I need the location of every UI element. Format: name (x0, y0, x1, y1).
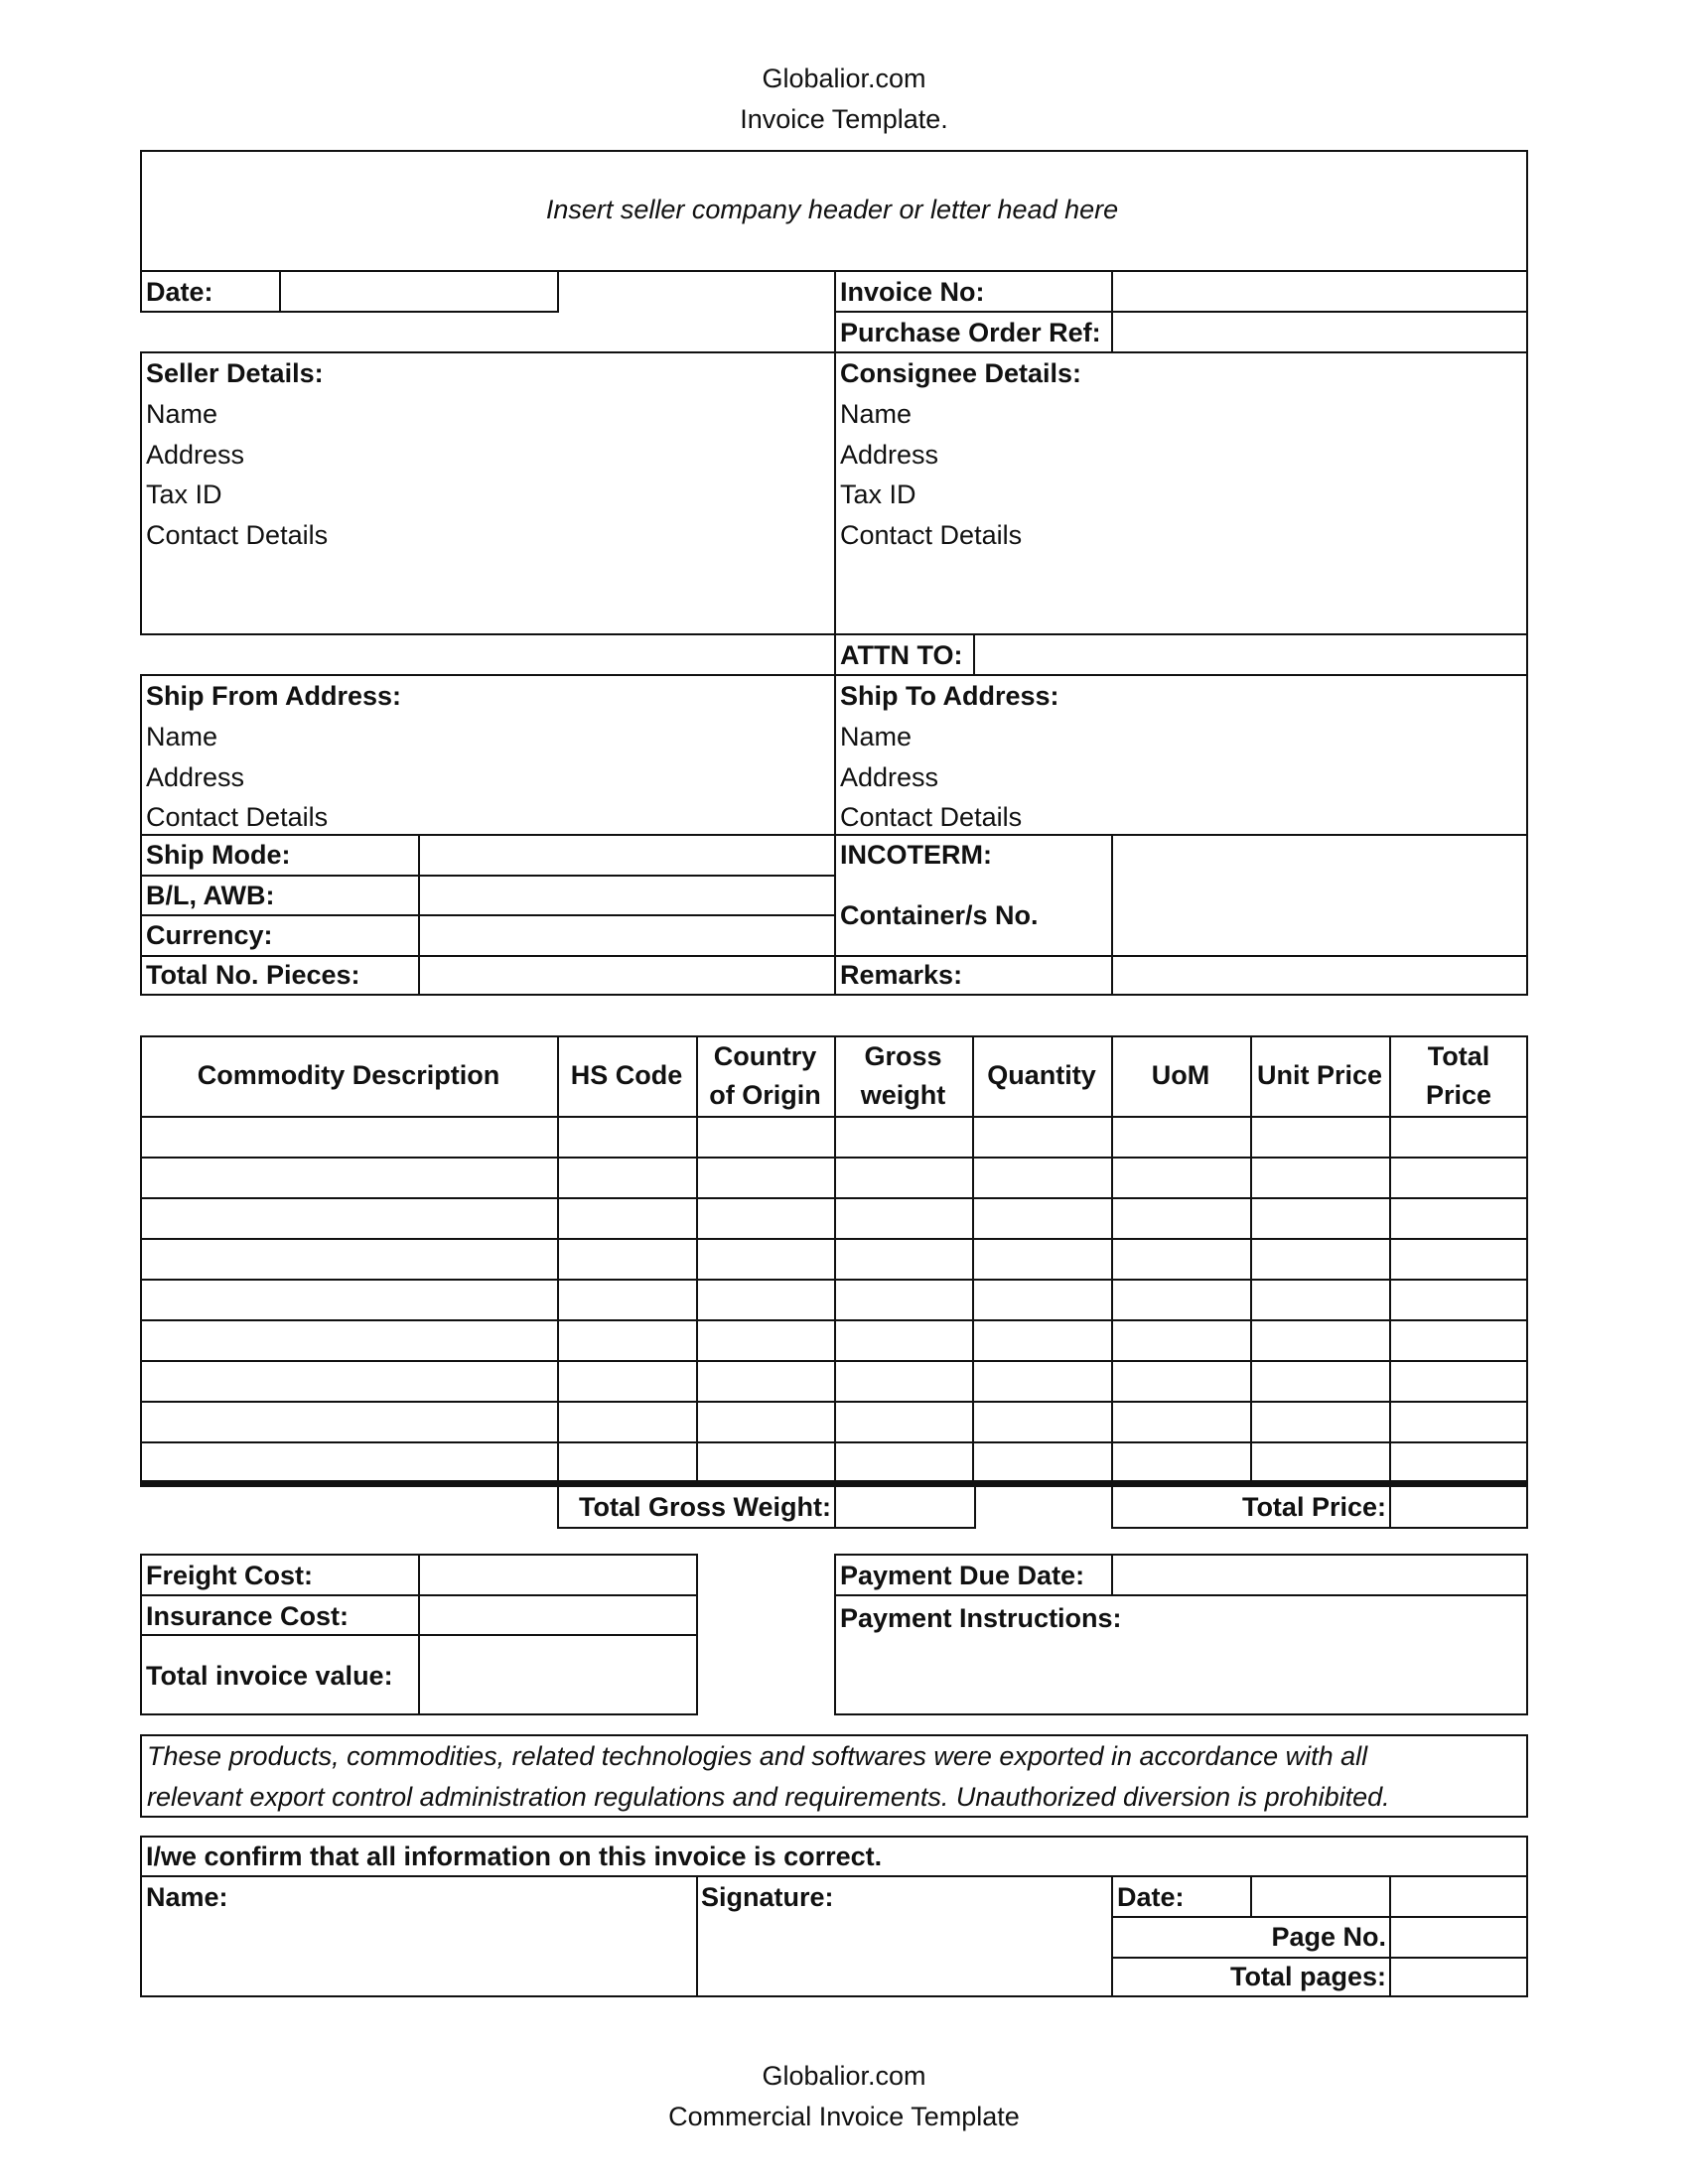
table-row (140, 1157, 1528, 1197)
ship-mode-label: Ship Mode: (146, 840, 291, 870)
column-header (557, 1035, 696, 1116)
table-cell[interactable] (559, 1362, 696, 1401)
signature-label: Signature: (701, 1882, 834, 1912)
ship-to-address[interactable] (836, 676, 1527, 833)
total-gross-weight-field[interactable] (836, 1487, 974, 1527)
bl-awb-field[interactable] (420, 877, 833, 914)
table-cell[interactable] (1113, 1281, 1250, 1319)
table-cell[interactable] (974, 1403, 1111, 1441)
column-header-line-1: Unit Price (1256, 1060, 1383, 1090)
table-cell[interactable] (836, 1118, 972, 1157)
incoterm-label: INCOTERM: (840, 840, 992, 870)
column-header (696, 1035, 834, 1116)
table-cell[interactable] (698, 1281, 834, 1319)
column-header (972, 1035, 1111, 1116)
table-cell[interactable] (1391, 1321, 1528, 1360)
table-cell[interactable] (836, 1199, 972, 1238)
table-cell[interactable] (1252, 1281, 1389, 1319)
column-header-line-1: Commodity Description (197, 1060, 500, 1090)
currency-field[interactable] (420, 916, 833, 954)
table-cell[interactable] (836, 1443, 972, 1482)
date-label: Date: (146, 277, 213, 307)
header-title: Invoice Template. (740, 104, 948, 134)
consignee-tax-id: Tax ID (840, 479, 916, 509)
column-header (1389, 1035, 1528, 1116)
table-cell[interactable] (698, 1362, 834, 1401)
table-cell[interactable] (1391, 1403, 1528, 1441)
table-cell[interactable] (1391, 1159, 1528, 1197)
seller-contact: Contact Details (146, 520, 329, 550)
table-cell[interactable] (1252, 1403, 1389, 1441)
table-cell[interactable] (142, 1159, 557, 1197)
signature-field[interactable] (698, 1917, 1109, 1995)
table-row (140, 1238, 1528, 1279)
remarks-field[interactable] (1113, 957, 1526, 995)
po-ref-field[interactable] (1113, 313, 1526, 351)
table-row (140, 1441, 1528, 1482)
column-header-line-2: weight (860, 1079, 946, 1110)
table-cell[interactable] (974, 1199, 1111, 1238)
table-cell[interactable] (698, 1443, 834, 1482)
consignee-address: Address (840, 440, 939, 470)
date-field[interactable] (281, 272, 557, 311)
table-cell[interactable] (1252, 1159, 1389, 1197)
table-cell[interactable] (142, 1199, 557, 1238)
container-field[interactable] (1113, 877, 1526, 954)
column-header-line-1: Gross (864, 1040, 942, 1071)
items-table (140, 1035, 1528, 1487)
table-cell[interactable] (836, 1403, 972, 1441)
table-cell[interactable] (142, 1362, 557, 1401)
attn-field[interactable] (975, 635, 1526, 674)
ship-to-address-line: Address (840, 762, 939, 792)
total-invoice-value-label: Total invoice value: (146, 1661, 393, 1691)
payment-due-date-field[interactable] (1113, 1556, 1526, 1594)
table-cell[interactable] (974, 1281, 1111, 1319)
table-cell[interactable] (974, 1321, 1111, 1360)
disclaimer-line-1: These products, commodities, related technologies and softwares were exported in accordance with all (147, 1741, 1368, 1771)
table-row (140, 1401, 1528, 1441)
table-cell[interactable] (836, 1321, 972, 1360)
table-cell[interactable] (1113, 1118, 1250, 1157)
ship-mode-field[interactable] (420, 836, 833, 874)
bl-awb-label: B/L, AWB: (146, 881, 275, 910)
ship-from-title: Ship From Address: (146, 681, 402, 711)
seller-details[interactable] (140, 353, 833, 633)
column-header-line-1: Country (713, 1040, 817, 1071)
column-header (140, 1035, 557, 1116)
confirm-name-label: Name: (146, 1882, 228, 1912)
consignee-name: Name (840, 399, 913, 429)
total-pieces-field[interactable] (420, 957, 833, 995)
attn-label: ATTN TO: (840, 640, 963, 670)
seller-address: Address (146, 440, 245, 470)
column-header (1250, 1035, 1389, 1116)
total-price-label: Total Price: (1241, 1492, 1386, 1522)
seller-tax-id: Tax ID (146, 479, 222, 509)
ship-to-title: Ship To Address: (840, 681, 1059, 711)
table-cell[interactable] (1391, 1281, 1528, 1319)
table-cell[interactable] (1391, 1240, 1528, 1279)
ship-to-name: Name (840, 722, 913, 751)
table-row (140, 1319, 1528, 1360)
table-cell[interactable] (142, 1281, 557, 1319)
freight-cost-label: Freight Cost: (146, 1561, 313, 1590)
incoterm-field[interactable] (1113, 836, 1526, 874)
table-cell[interactable] (974, 1240, 1111, 1279)
table-cell[interactable] (698, 1199, 834, 1238)
payment-instructions-label: Payment Instructions: (840, 1603, 1122, 1633)
freight-cost-field[interactable] (420, 1556, 696, 1594)
table-cell[interactable] (1113, 1321, 1250, 1360)
table-cell[interactable] (559, 1159, 696, 1197)
total-price-field[interactable] (1391, 1487, 1526, 1527)
confirm-name-field[interactable] (142, 1917, 694, 1995)
table-cell[interactable] (559, 1118, 696, 1157)
table-cell[interactable] (1113, 1240, 1250, 1279)
column-header (1111, 1035, 1250, 1116)
table-cell[interactable] (559, 1281, 696, 1319)
table-cell[interactable] (559, 1443, 696, 1482)
invoice-no-field[interactable] (1113, 272, 1526, 311)
table-cell[interactable] (1113, 1443, 1250, 1482)
ship-from-address[interactable] (140, 676, 833, 833)
table-cell[interactable] (142, 1321, 557, 1360)
confirm-date-label: Date: (1117, 1882, 1185, 1912)
table-cell[interactable] (698, 1240, 834, 1279)
total-gross-weight-label: Total Gross Weight: (578, 1492, 831, 1522)
table-cell[interactable] (974, 1118, 1111, 1157)
table-cell[interactable] (698, 1159, 834, 1197)
table-cell[interactable] (1252, 1118, 1389, 1157)
table-cell[interactable] (698, 1403, 834, 1441)
table-cell[interactable] (1252, 1199, 1389, 1238)
table-row (140, 1360, 1528, 1401)
confirmation-statement: I/we confirm that all information on this invoice is correct. (146, 1842, 883, 1871)
ship-from-contact: Contact Details (146, 802, 329, 832)
column-header-line-1: UoM (1151, 1060, 1210, 1090)
seller-name: Name (146, 399, 218, 429)
table-cell[interactable] (1113, 1199, 1250, 1238)
table-cell[interactable] (1391, 1199, 1528, 1238)
column-header-line-1: Quantity (987, 1060, 1096, 1090)
payment-instructions-field[interactable] (836, 1636, 1526, 1713)
column-header-line-1: HS Code (570, 1060, 683, 1090)
consignee-contact: Contact Details (840, 520, 1023, 550)
table-cell[interactable] (142, 1403, 557, 1441)
table-cell[interactable] (974, 1159, 1111, 1197)
table-cell[interactable] (836, 1362, 972, 1401)
footer-title: Commercial Invoice Template (668, 2102, 1020, 2131)
table-cell[interactable] (142, 1443, 557, 1482)
table-cell[interactable] (698, 1118, 834, 1157)
table-cell[interactable] (559, 1321, 696, 1360)
disclaimer-line-2: relevant export control administration regulations and requirements. Unauthorized diversion is prohibited. (147, 1782, 1390, 1812)
table-cell[interactable] (559, 1403, 696, 1441)
total-pieces-label: Total No. Pieces: (146, 960, 360, 990)
disclaimer-box (140, 1734, 1528, 1818)
table-cell[interactable] (1391, 1443, 1528, 1482)
container-label: Container/s No. (840, 900, 1039, 930)
table-cell[interactable] (1252, 1240, 1389, 1279)
po-ref-label: Purchase Order Ref: (840, 318, 1101, 347)
total-pages-label: Total pages: (1229, 1962, 1386, 1991)
table-cell[interactable] (974, 1362, 1111, 1401)
confirm-date-extra-field[interactable] (1391, 1877, 1526, 1916)
ship-from-address-line: Address (146, 762, 245, 792)
table-cell[interactable] (1391, 1118, 1528, 1157)
table-cell[interactable] (1252, 1443, 1389, 1482)
seller-title: Seller Details: (146, 358, 324, 388)
total-invoice-value-field[interactable] (420, 1636, 696, 1713)
confirm-date-field[interactable] (1252, 1877, 1387, 1916)
remarks-label: Remarks: (840, 960, 963, 990)
table-cell[interactable] (1252, 1321, 1389, 1360)
column-header-line-2: of Origin (709, 1079, 821, 1110)
table-cell[interactable] (836, 1281, 972, 1319)
currency-label: Currency: (146, 920, 273, 950)
table-cell[interactable] (1391, 1362, 1528, 1401)
table-row (140, 1279, 1528, 1319)
invoice-no-label: Invoice No: (840, 277, 985, 307)
consignee-title: Consignee Details: (840, 358, 1082, 388)
payment-due-date-label: Payment Due Date: (840, 1561, 1085, 1590)
table-cell[interactable] (142, 1118, 557, 1157)
insurance-cost-field[interactable] (420, 1596, 696, 1634)
insurance-cost-label: Insurance Cost: (146, 1601, 350, 1631)
ship-to-contact: Contact Details (840, 802, 1023, 832)
column-header-line-1: Total (1427, 1040, 1490, 1071)
page-no-field[interactable] (1391, 1918, 1526, 1957)
table-cell[interactable] (1113, 1362, 1250, 1401)
table-cell[interactable] (836, 1240, 972, 1279)
letterhead-placeholder: Insert seller company header or letter head here (545, 195, 1119, 224)
letterhead-box[interactable] (140, 150, 1528, 272)
consignee-details[interactable] (836, 353, 1527, 633)
page-no-label: Page No. (1271, 1922, 1386, 1952)
table-cell[interactable] (836, 1159, 972, 1197)
table-cell[interactable] (559, 1240, 696, 1279)
footer-site: Globalior.com (762, 2061, 926, 2091)
column-header-line-2: Price (1425, 1079, 1492, 1110)
table-cell[interactable] (1113, 1159, 1250, 1197)
ship-from-name: Name (146, 722, 218, 751)
table-cell[interactable] (142, 1240, 557, 1279)
table-cell[interactable] (1252, 1362, 1389, 1401)
table-row (140, 1197, 1528, 1238)
total-pages-field[interactable] (1391, 1959, 1526, 1995)
header-site: Globalior.com (762, 64, 926, 93)
table-cell[interactable] (559, 1199, 696, 1238)
table-cell[interactable] (698, 1321, 834, 1360)
table-cell[interactable] (974, 1443, 1111, 1482)
table-cell[interactable] (1113, 1403, 1250, 1441)
table-row (140, 1116, 1528, 1157)
column-header (834, 1035, 972, 1116)
